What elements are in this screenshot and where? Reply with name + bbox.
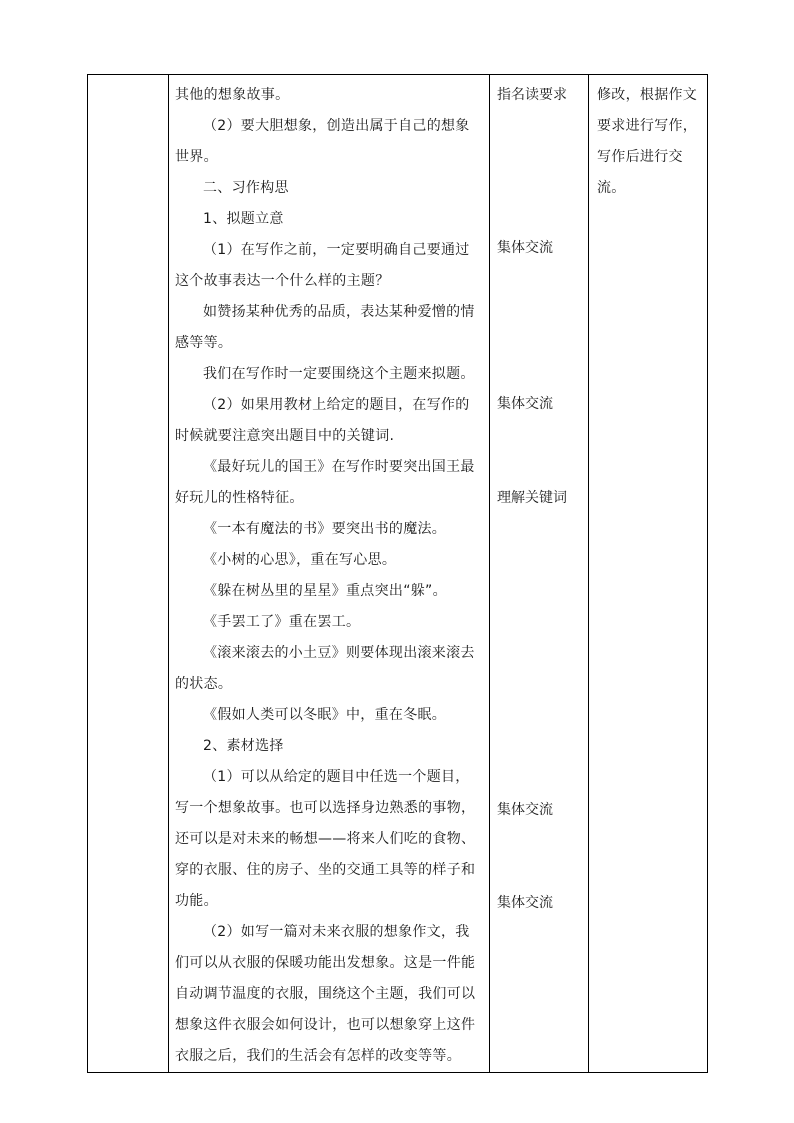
paragraph-title-stars: 《躲在树丛里的星星》重点突出“躲”。 bbox=[203, 583, 447, 599]
paragraph-title-hibernate: 《假如人类可以冬眠》中，重在冬眠。 bbox=[203, 707, 447, 723]
paragraph-title-king: 《最好玩儿的国王》在写作时要突出国王最好玩儿的性格特征。 bbox=[175, 459, 475, 506]
subheading-material: 2、素材选择 bbox=[203, 738, 284, 754]
activity-note: 集体交流 bbox=[497, 895, 553, 911]
paragraph-requirement-2: （2）要大胆想象，创造出属于自己的想象世界。 bbox=[175, 118, 470, 165]
paragraph-title-magic-book: 《一本有魔法的书》要突出书的魔法。 bbox=[203, 521, 447, 537]
design-intent-cell bbox=[589, 75, 708, 1073]
activity-note: 集体交流 bbox=[497, 240, 553, 256]
paragraph-title-potato: 《滚来滚去的小土豆》则要体现出滚来滚去的状态。 bbox=[175, 645, 475, 692]
paragraph-theme-2: （2）如果用教材上给定的题目，在写作的时候就要注意突出题目中的关键词. bbox=[175, 397, 470, 444]
activity-note: 指名读要求 bbox=[497, 87, 567, 103]
paragraph-theme-1: （1）在写作之前，一定要明确自己要通过这个故事表达一个什么样的主题？ bbox=[175, 242, 470, 289]
paragraph-title-little-tree: 《小树的心思》，重在写心思。 bbox=[203, 552, 397, 568]
paragraph-theme-example: 如赞扬某种优秀的品质，表达某种爱憎的情感等等。 bbox=[175, 304, 475, 351]
activity-note: 集体交流 bbox=[497, 396, 553, 412]
paragraph-material-1: （1）可以从给定的题目中任选一个题目，写一个想象故事。也可以选择身边熟悉的事物，还可以是对未来的畅想——将来人们吃的食物、穿的衣服、住的房子、坐的交通工具等的样子和功能。 bbox=[175, 769, 476, 909]
student-activity-cell bbox=[490, 75, 589, 1073]
paragraph-title-hands: 《手罢工了》重在罢工。 bbox=[203, 614, 361, 630]
paragraph-material-2: （2）如写一篇对未来衣服的想象作文，我们可以从衣服的保暖功能出发想象。这是一件能自动调节温度的衣服，围绕这个主题，我们可以想象这件衣服会如何设计，也可以想象穿上这件衣服之后，我们的生活会有怎样的改变等等。 bbox=[175, 924, 476, 1064]
design-intent-text: 修改，根据作文要求进行写作，写作后进行交流。 bbox=[597, 87, 698, 196]
paragraph-continuation: 其他的想象故事。 bbox=[175, 87, 290, 103]
activity-note: 集体交流 bbox=[497, 802, 553, 818]
teaching-process-cell bbox=[169, 75, 490, 1073]
subheading-title-theme: 1、拟题立意 bbox=[203, 211, 284, 227]
paragraph-theme-title: 我们在写作时一定要围绕这个主题来拟题。 bbox=[203, 366, 475, 382]
empty-left-cell bbox=[88, 75, 169, 1073]
heading-writing-plan: 二、习作构思 bbox=[203, 180, 289, 196]
table-row bbox=[88, 75, 708, 1073]
activity-note: 理解关键词 bbox=[497, 490, 567, 506]
lesson-plan-table bbox=[87, 74, 708, 1073]
